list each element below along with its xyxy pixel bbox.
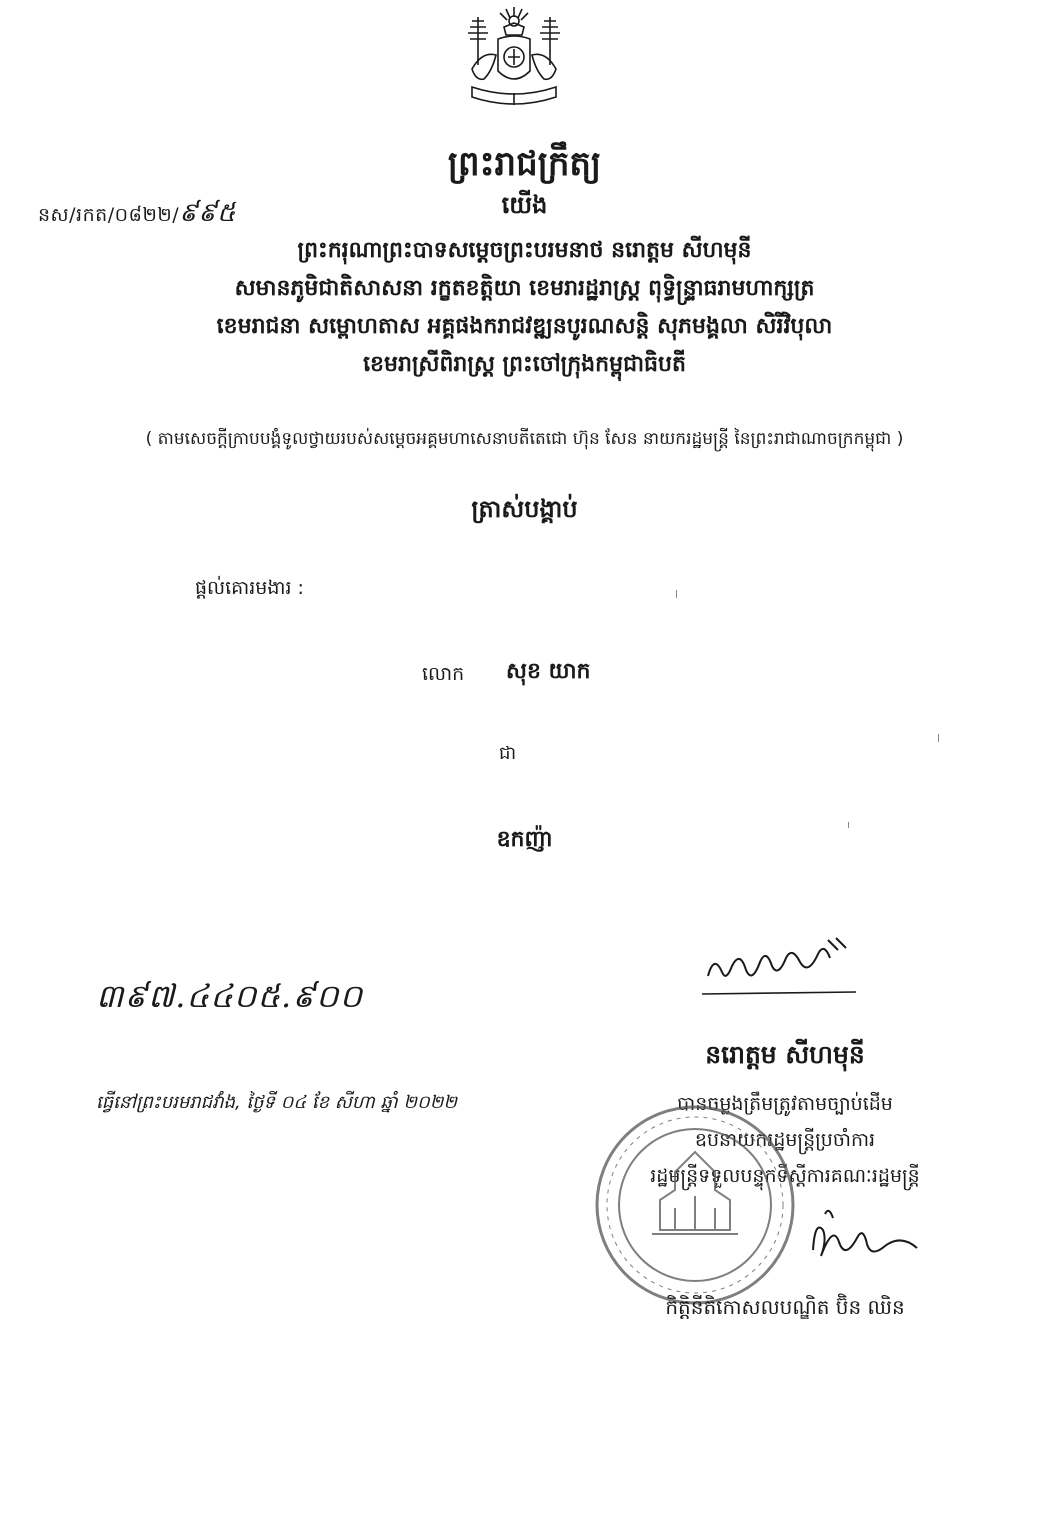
award-label: ផ្តល់គោរមងារ : — [195, 577, 304, 599]
royal-title-line: ខេមរាជនា សម្ពោហតាស អគ្គផងករាជវឌ្ឍនបូរណសន្តិ សុភមង្គលា សិរីវិបុលា — [216, 314, 833, 339]
place-and-date: ធ្វើនៅព្រះបរមរាជវាំង, ថ្ងៃទី ០៤ ខែ សីហា ឆ្នាំ ២០២២ — [96, 1092, 457, 1113]
registry-number-handwritten: ៣៩៧.៤៤០៥.៩០០ — [96, 977, 364, 1015]
we-heading: យើង — [501, 191, 548, 219]
royal-title-line: ខេមរាស្រីពិរាស្ត្រ ព្រះចៅក្រុងកម្ពុជាធិបតី — [363, 352, 686, 377]
as-word: ជា — [499, 743, 517, 764]
crown-rays-icon — [500, 7, 528, 20]
decree-title: ព្រះរាជក្រឹត្យ — [447, 144, 602, 184]
royal-title-line: ព្រះករុណាព្រះបាទសម្តេចព្រះបរមនាថ នរោត្តម សីហមុនី — [297, 238, 752, 263]
awarded-rank: ឧកញ៉ា — [496, 827, 553, 852]
recipient-title: លោក — [422, 663, 465, 685]
signer-role-line: បានចម្លងត្រឹមត្រូវតាមច្បាប់ដើម — [677, 1093, 893, 1115]
scan-mark — [848, 822, 849, 828]
signer-name: នរោត្តម សីហមុនី — [705, 1040, 865, 1069]
decree-number-prefix: នស/រកត/០៨២២/ — [38, 204, 180, 226]
order-heading: ត្រាស់បង្គាប់ — [471, 495, 578, 523]
signer-role-line: ឧបនាយករដ្ឋមន្ត្រីប្រចាំការ — [694, 1129, 876, 1151]
government-seal-icon — [590, 1100, 800, 1310]
recipient-name: សុខ យាក — [506, 659, 591, 684]
recommendation-line: ( តាមសេចក្តីក្រាបបង្គំទូលថ្វាយរបស់សម្តេចអគ្គមហាសេនាបតីតេជោ ហ៊ុន សែន នាយករដ្ឋមន្ត្រី នៃព្រះរាជាណាចក្រកម្ពុជា ) — [145, 429, 904, 449]
royal-signature-icon — [700, 932, 860, 1002]
countersigner-name: កិត្តិនីតិកោសលបណ្ឌិត ប៊ិន ឈិន — [665, 1295, 905, 1319]
handwritten-signature-icon — [805, 1200, 925, 1280]
decree-number-handwritten: ៩៩៥ — [179, 198, 236, 228]
scan-mark — [676, 590, 677, 598]
royal-title-line: សមានភូមិជាតិសាសនា រក្ខតខត្តិយា ខេមរារដ្ឋរាស្ត្រ ពុទ្ធិន្ទ្រាធរាមហាក្សត្រ — [234, 276, 815, 301]
signer-role-line: រដ្ឋមន្ត្រីទទួលបន្ទុកទីស្តីការគណៈរដ្ឋមន្ត្រី — [650, 1165, 920, 1187]
royal-coat-of-arms-icon — [458, 5, 570, 113]
scan-mark — [938, 734, 939, 742]
